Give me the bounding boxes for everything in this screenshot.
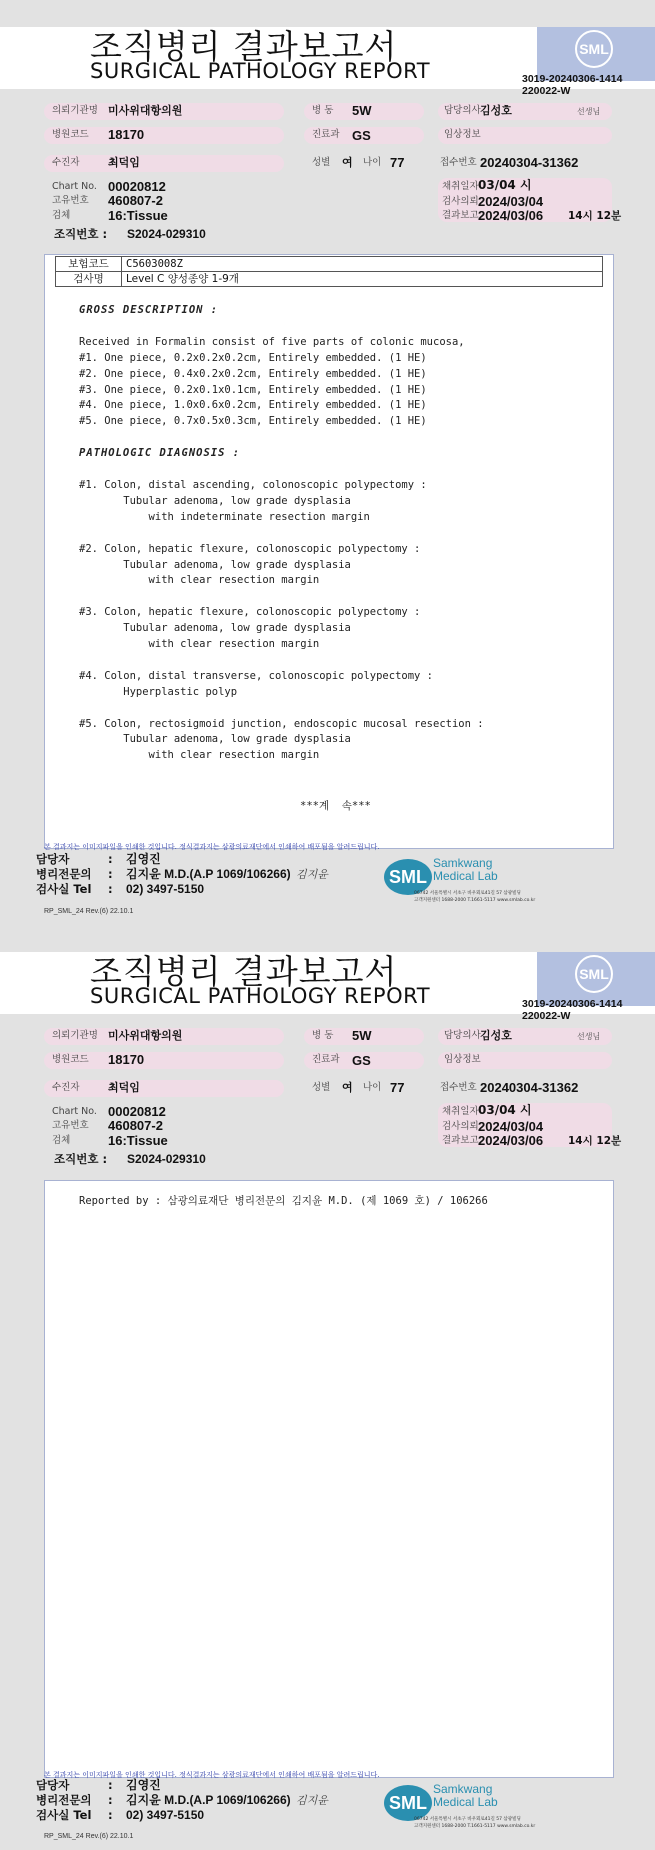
age-label: 나이	[363, 157, 382, 168]
sml-logo-icon: SML	[575, 30, 613, 68]
pathologist-value: 김지윤 M.D.(A.P 1069/106266)	[126, 867, 291, 881]
diagnosis-text: Hyperplastic polyp	[123, 685, 238, 698]
report-title-ko: 조직병리 결과보고서	[90, 27, 398, 66]
hospital-label: 의뢰기관명	[52, 105, 98, 116]
clinical-label: 임상정보	[444, 129, 481, 140]
lab-address: 06742 서울특별시 서초구 바우뫼로41길 57 삼광빌딩 고객지원센터 1688-2000 T.1661-5117 www.smlab.co.kr	[414, 1817, 536, 1829]
gross-line: #2. One piece, 0.4x0.2x0.2cm, Entirely embedded. (1 HE)	[79, 367, 427, 380]
specimen-label: 검체	[52, 1135, 71, 1146]
doctor-label: 담당의사	[444, 105, 481, 116]
diagnosis-site: #4. Colon, distal transverse, colonoscopic polypectomy :	[79, 669, 434, 682]
report-body	[44, 1180, 614, 1778]
patient-label: 수진자	[52, 1082, 80, 1093]
staff-label: 담당자	[36, 1778, 70, 1792]
result-label: 결과보고	[442, 210, 479, 221]
diagnosis-site: #3. Colon, hepatic flexure, colonoscopic polypectomy :	[79, 606, 421, 619]
doctor-suffix: 선생님	[577, 107, 601, 116]
diagnosis-text: Tubular adenoma, low grade dysplasia	[123, 622, 351, 635]
result-time: 14시 12분	[568, 210, 622, 222]
ward-label: 병 동	[312, 105, 334, 116]
specimen-label: 검체	[52, 210, 71, 221]
diagnosis-margin: with clear resection margin	[148, 574, 320, 587]
result-time: 14시 12분	[568, 1135, 622, 1147]
hospcode-label: 병원코드	[52, 1054, 89, 1065]
diagnosis-text: Tubular adenoma, low grade dysplasia	[123, 494, 351, 507]
hospital-label: 의뢰기관명	[52, 1030, 98, 1041]
result-value: 2024/03/06	[478, 208, 544, 223]
diagnosis-site: #2. Colon, hepatic flexure, colonoscopic polypectomy :	[79, 542, 421, 555]
id-label: 고유번호	[52, 195, 89, 206]
tissue-no-value: S2024-029310	[127, 227, 206, 241]
tel-value: 02) 3497-5150	[126, 1808, 205, 1822]
age-value: 77	[390, 155, 405, 170]
doctor-value: 김성호	[480, 104, 512, 117]
pathologist-label: 병리전문의	[36, 1793, 92, 1807]
collect-value: 03/04 시	[478, 1103, 532, 1117]
doctor-value: 김성호	[480, 1029, 512, 1042]
notice-text: 본 결과지는 이미지파일을 인쇄한 것입니다. 정식결과지는 삼광의료재단에서 인쇄하여 배포됨을 알려드립니다.	[44, 1771, 380, 1779]
collect-label: 채취일자	[442, 181, 479, 192]
hospcode-label: 병원코드	[52, 129, 89, 140]
ward-label: 병 동	[312, 1030, 334, 1041]
diagnosis-text: Tubular adenoma, low grade dysplasia	[123, 733, 351, 746]
dept-value: GS	[352, 128, 371, 143]
test-name-label: 검사명	[56, 272, 122, 287]
lab-name: Samkwang Medical Lab	[433, 856, 498, 883]
report-text	[79, 303, 484, 764]
request-label: 검사의뢰	[442, 196, 479, 207]
collect-value: 03/04 시	[478, 178, 532, 192]
report-title-ko: 조직병리 결과보고서	[90, 952, 398, 991]
dept-value: GS	[352, 1053, 371, 1068]
notice-text: 본 결과지는 이미지파일을 인쇄한 것입니다. 정식결과지는 삼광의료재단에서 인쇄하여 배포됨을 알려드립니다.	[44, 843, 380, 851]
report-title-en: SURGICAL PATHOLOGY REPORT	[90, 59, 431, 83]
diagnosis-heading: PATHOLOGIC DIAGNOSIS :	[79, 447, 241, 460]
gross-line: #4. One piece, 1.0x0.6x0.2cm, Entirely embedded. (1 HE)	[79, 399, 427, 412]
revision-text: RP_SML_24 Rev.(6) 22.10.1	[44, 1833, 134, 1840]
accession-label: 접수번호	[440, 157, 477, 168]
patient-label: 수진자	[52, 157, 80, 168]
tissue-no-label: 조직번호 :	[54, 1152, 108, 1166]
pathologist-label: 병리전문의	[36, 867, 92, 881]
id-value: 460807-2	[108, 1118, 163, 1133]
specimen-value: 16:Tissue	[108, 1133, 168, 1148]
signature: 김지윤	[296, 1794, 328, 1807]
sex-label: 성별	[312, 1082, 331, 1093]
result-value: 2024/03/06	[478, 1133, 544, 1148]
hospital-value: 미사위대항의원	[108, 1029, 183, 1042]
hospcode-value: 18170	[108, 127, 145, 142]
diagnosis-margin: with clear resection margin	[148, 749, 320, 762]
sex-label: 성별	[312, 157, 331, 168]
id-label: 고유번호	[52, 1120, 89, 1131]
request-label: 검사의뢰	[442, 1121, 479, 1132]
chart-value: 00020812	[108, 179, 166, 194]
reported-by: Reported by : 삼광의료재단 병리전문의 김지윤 M.D. (제 1069 호) / 106266	[79, 1195, 488, 1207]
document-number: 3019-20240306-1414 220022-W	[522, 73, 623, 97]
document-number: 3019-20240306-1414 220022-W	[522, 998, 623, 1022]
result-label: 결과보고	[442, 1135, 479, 1146]
staff-value: 김영진	[126, 1778, 161, 1792]
request-value: 2024/03/04	[478, 1119, 544, 1134]
age-value: 77	[390, 1080, 405, 1095]
doctor-label: 담당의사	[444, 1030, 481, 1041]
diagnosis-margin: with indeterminate resection margin	[148, 510, 370, 523]
staff-label: 담당자	[36, 852, 70, 866]
report-page-2: 조직병리 결과보고서 SURGICAL PATHOLOGY REPORT SML 3019-20240306-1414 220022-W 의뢰기관명 미사위대항의원 병 동 5W 담당의사 김성호 선생님 병원코드 18170 진료과 GS 임상정보 수진자 최덕임 성별 여 나이 77 접수번호 20240304-31362 Chart No. 00020812 고유번호 460807-2 검체 16:Tissue 채취일자 03/04 시 검사의뢰 2024/03/04 결과보고 2024/03/06 14시 12분 조직번호 : S2024-029310 Reported by : 삼광의료재단 병리전문의 김지윤 M.D. (제 1069 호) / 106266 본 결과지는 이미지파일을 인쇄한 것입니다. 정식결과지는 삼광의료재단에서 인쇄하여 배포됨을 알려드립니다. 담당자 : 김영진 병리전문의 : 김지윤 M.D.(A.P 1069/106266) 김지윤 검사실 Tel : 02) 3497-5150 RP_SML_24 Rev.(6) 22.10.1 SML Samkwang Medical Lab 06742 서울특별시 서초구 바우뫼로41길 57 삼광빌딩 고객지원센터 1688-2000 T.1661-5117 www.smlab.co.kr	[0, 925, 655, 1850]
accession-value: 20240304-31362	[480, 155, 579, 170]
chart-label: Chart No.	[52, 1106, 97, 1117]
gross-line: #3. One piece, 0.2x0.1x0.1cm, Entirely embedded. (1 HE)	[79, 383, 427, 396]
sex-value: 여	[342, 1081, 353, 1094]
sex-value: 여	[342, 156, 353, 169]
signature: 김지윤	[296, 868, 328, 881]
sml-logo-icon: SML	[575, 955, 613, 993]
request-value: 2024/03/04	[478, 194, 544, 209]
chart-label: Chart No.	[52, 181, 97, 192]
specimen-value: 16:Tissue	[108, 208, 168, 223]
report-title-en: SURGICAL PATHOLOGY REPORT	[90, 984, 431, 1008]
doctor-suffix: 선생님	[577, 1032, 601, 1041]
hospcode-value: 18170	[108, 1052, 145, 1067]
tissue-no-value: S2024-029310	[127, 1152, 206, 1166]
accession-value: 20240304-31362	[480, 1080, 579, 1095]
insurance-code-value: C5603008Z	[122, 257, 603, 272]
sml-lab-logo-icon: SML	[384, 859, 432, 895]
dept-label: 진료과	[312, 129, 340, 140]
dept-label: 진료과	[312, 1054, 340, 1065]
gross-line: Received in Formalin consist of five parts of colonic mucosa,	[79, 335, 465, 348]
tel-value: 02) 3497-5150	[126, 882, 205, 896]
gross-heading: GROSS DESCRIPTION :	[79, 304, 219, 316]
ward-value: 5W	[352, 103, 372, 118]
diagnosis-site: #1. Colon, distal ascending, colonoscopic polypectomy :	[79, 478, 427, 491]
collect-label: 채취일자	[442, 1106, 479, 1117]
patient-value: 최덕임	[108, 156, 140, 169]
pathologist-value: 김지윤 M.D.(A.P 1069/106266)	[126, 1793, 291, 1807]
tissue-no-label: 조직번호 :	[54, 227, 108, 241]
id-value: 460807-2	[108, 193, 163, 208]
test-name-value: Level C 양성종양 1-9개	[122, 272, 603, 287]
lab-address: 06742 서울특별시 서초구 바우뫼로41길 57 삼광빌딩 고객지원센터 1688-2000 T.1661-5117 www.smlab.co.kr	[414, 891, 536, 903]
ward-value: 5W	[352, 1028, 372, 1043]
chart-value: 00020812	[108, 1104, 166, 1119]
staff-value: 김영진	[126, 852, 161, 866]
table-row	[56, 272, 603, 287]
gross-line: #5. One piece, 0.7x0.5x0.3cm, Entirely embedded. (1 HE)	[79, 415, 427, 428]
report-page-1: 조직병리 결과보고서 SURGICAL PATHOLOGY REPORT SML 3019-20240306-1414 220022-W 의뢰기관명 미사위대항의원 병 동 5W 담당의사 김성호 선생님 병원코드 18170 진료과 GS 임상정보 수진자 최덕임 성별 여 나이 77 접수번호 20240304-31362 Chart No. 00020812 고유번호 460807-2 검체 16:Tissue 채취일자 03/04 시 검사의뢰 2024/03/04 결과보고 2024/03/06 14시 12분 조직번호 : S2024-029310 보험코드 C5603008Z 검사명 Level C 양성종양 1-9개 GROSS DESCRIPTION : Received in Formalin consist of five parts of colonic mucosa, #1. One piece, 0.2x0.2x0.2cm, Entirely embedded. (1 HE) #2. One piece, 0.4x0.2x0.2cm, Entirely embedded. (1 HE) #3. One piece, 0.2x0.1x0.1cm, Entirely embedded. (1 HE) #4. One piece, 1.0x0.6x0.2cm, Entirely embedded. (1 HE) #5. One piece, 0.7x0.5x0.3cm, Entirely embedded. (1 HE) PATHOLOGIC DIAGNOSIS : #1. Colon, distal ascending, colonoscopic polypectomy : Tubular adenoma, low grade dysplasia with indeterminate resection margin #2. Colon, hepatic flexure, colonoscopic polypectomy : Tubular adenoma, low grade dysplasia with clear resection margin #3. Colon, hepatic flexure, colonoscopic polypectomy : Tubular adenoma, low grade dysplasia with clear resection margin #4. Colon, distal transverse, colonoscopic polypectomy : Hyperplastic polyp #5. Colon, rectosigmoid junction, endoscopic mucosal resection : Tubular adenoma, low grade dysplasia with clear resection margin ***계 속*** 본 결과지는 이미지파일을 인쇄한 것입니다. 정식결과지는 삼광의료재단에서 인쇄하여 배포됨을 알려드립니다. 담당자 : 김영진 병리전문의 : 김지윤 M.D.(A.P 1069/106266) 김지윤 검사실 Tel : 02) 3497-5150 RP_SML_24 Rev.(6) 22.10.1 SML Samkwang Medical Lab 06742 서울특별시 서초구 바우뫼로41길 57 삼광빌딩 고객지원센터 1688-2000 T.1661-5117 www.smlab.co.kr	[0, 0, 655, 925]
table-row	[56, 257, 603, 272]
patient-value: 최덕임	[108, 1081, 140, 1094]
diagnosis-text: Tubular adenoma, low grade dysplasia	[123, 558, 351, 571]
diagnosis-margin: with clear resection margin	[148, 638, 320, 651]
tel-label: 검사실 Tel	[36, 882, 92, 896]
insurance-code-label: 보험코드	[56, 257, 122, 272]
lab-name: Samkwang Medical Lab	[433, 1782, 498, 1809]
accession-label: 접수번호	[440, 1082, 477, 1093]
report-body	[44, 254, 614, 849]
clinical-label: 임상정보	[444, 1054, 481, 1065]
diagnosis-site: #5. Colon, rectosigmoid junction, endoscopic mucosal resection :	[79, 717, 484, 730]
insurance-table	[55, 256, 603, 287]
continued-mark: ***계 속***	[300, 800, 371, 812]
tel-label: 검사실 Tel	[36, 1808, 92, 1822]
sml-lab-logo-icon: SML	[384, 1785, 432, 1821]
gross-line: #1. One piece, 0.2x0.2x0.2cm, Entirely embedded. (1 HE)	[79, 351, 427, 364]
age-label: 나이	[363, 1082, 382, 1093]
revision-text: RP_SML_24 Rev.(6) 22.10.1	[44, 908, 134, 915]
hospital-value: 미사위대항의원	[108, 104, 183, 117]
